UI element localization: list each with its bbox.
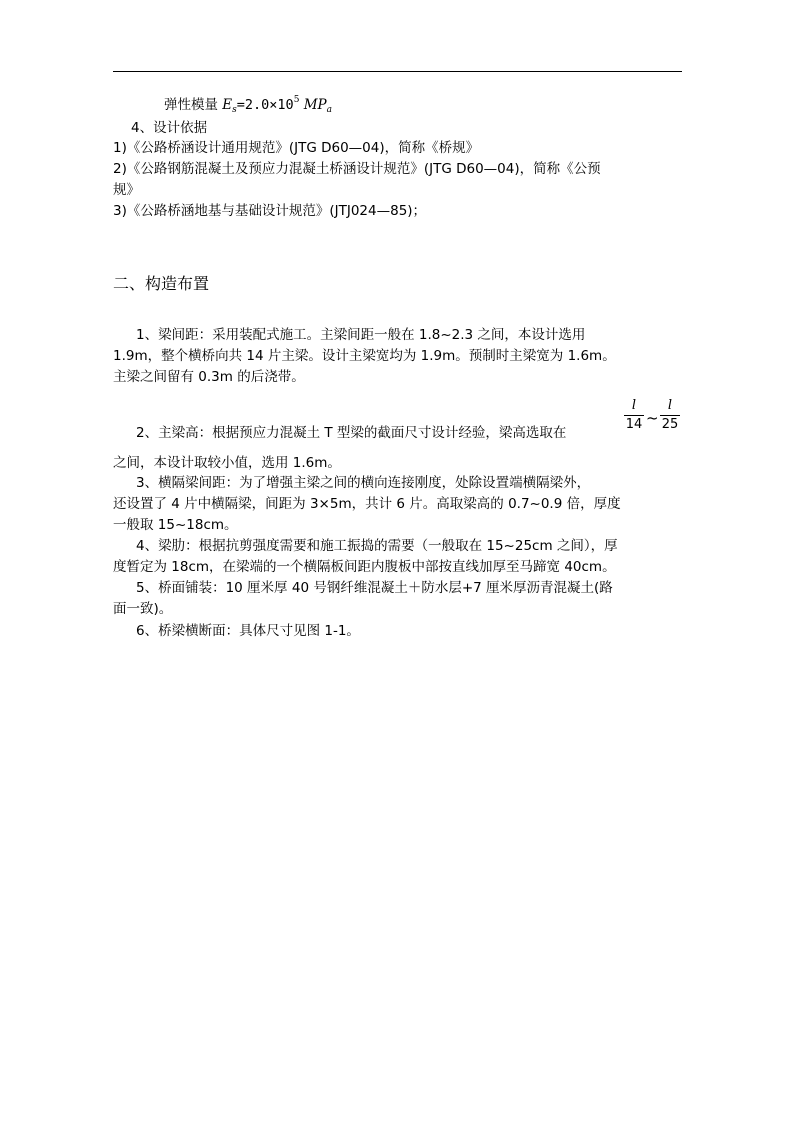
fraction1-num: l bbox=[631, 398, 637, 413]
p1-line-1: 1、梁间距：采用装配式施工。主梁间距一般在 1.8~2.3 之间，本设计选用 bbox=[136, 327, 586, 343]
fraction2-bar bbox=[660, 415, 680, 416]
p3-line-2: 还设置了 4 片中横隔梁，间距为 3×5m，共计 6 片。高取梁高的 0.7~0.9 倍，厚度 bbox=[113, 496, 621, 512]
p2-line-2: 之间，本设计取较小值，选用 1.6m。 bbox=[113, 455, 341, 471]
design-basis-title: 4、设计依据 bbox=[131, 120, 208, 136]
basis-item-1: 1)《公路桥涵设计通用规范》(JTG D60—04)，简称《桥规》 bbox=[113, 140, 480, 156]
section-heading: 二、构造布置 bbox=[113, 274, 210, 293]
p5-line-1: 5、桥面铺装：10 厘米厚 40 号钢纤维混凝土＋防水层+7 厘米厚沥青混凝土(路 bbox=[136, 580, 613, 596]
basis-item-3: 3)《公路桥涵地基与基础设计规范》(JTJ024—85)； bbox=[113, 203, 427, 219]
p1-line-3: 主梁之间留有 0.3m 的后浇带。 bbox=[113, 369, 305, 385]
fraction2-num: l bbox=[667, 398, 673, 413]
fraction1-bar bbox=[624, 415, 644, 416]
p6-line-1: 6、桥梁横断面：具体尺寸见图 1-1。 bbox=[136, 623, 360, 639]
p3-line-1: 3、横隔梁间距：为了增强主梁之间的横向连接刚度，处除设置端横隔梁外， bbox=[136, 475, 591, 491]
formula-eq: =2.0×10 bbox=[236, 97, 294, 113]
modulus-label: 弹性模量 bbox=[164, 97, 218, 113]
p3-line-3: 一般取 15~18cm。 bbox=[113, 517, 238, 533]
formula-sub: s bbox=[232, 105, 237, 115]
p1-line-2: 1.9m，整个横桥向共 14 片主梁。设计主梁宽均为 1.9m。预制时主梁宽为 1.6m。 bbox=[113, 348, 616, 364]
modulus-formula bbox=[222, 97, 332, 113]
p2-line-1: 2、主梁高：根据预应力混凝土 T 型梁的截面尺寸设计经验，梁高选取在 bbox=[136, 425, 567, 441]
p4-line-1: 4、梁肋：根据抗剪强度需要和施工振捣的需要（一般取在 15~25cm 之间），厚 bbox=[136, 538, 618, 554]
p5-line-2: 面一致)。 bbox=[113, 601, 173, 617]
range-tilde: ~ bbox=[646, 409, 659, 427]
modulus-line bbox=[164, 91, 332, 119]
fraction2-den: 25 bbox=[661, 417, 679, 432]
formula-unit-sub: a bbox=[326, 105, 333, 115]
formula-exp: 5 bbox=[293, 95, 300, 105]
basis-item-2: 2)《公路钢筋混凝土及预应力混凝土桥涵设计规范》(JTG D60—04)，简称《公预 bbox=[113, 161, 601, 177]
fraction-l-over-25 bbox=[660, 398, 680, 433]
header-rule bbox=[113, 71, 682, 72]
formula-symbol: E bbox=[222, 97, 233, 113]
formula-unit: MP bbox=[303, 97, 327, 113]
p4-line-2: 度暂定为 18cm，在梁端的一个横隔板间距内腹板中部按直线加厚至马蹄宽 40cm。 bbox=[113, 559, 616, 575]
fraction1-den: 14 bbox=[625, 417, 643, 432]
basis-item-2-cont: 规》 bbox=[113, 182, 140, 198]
fraction-l-over-14 bbox=[624, 398, 644, 433]
